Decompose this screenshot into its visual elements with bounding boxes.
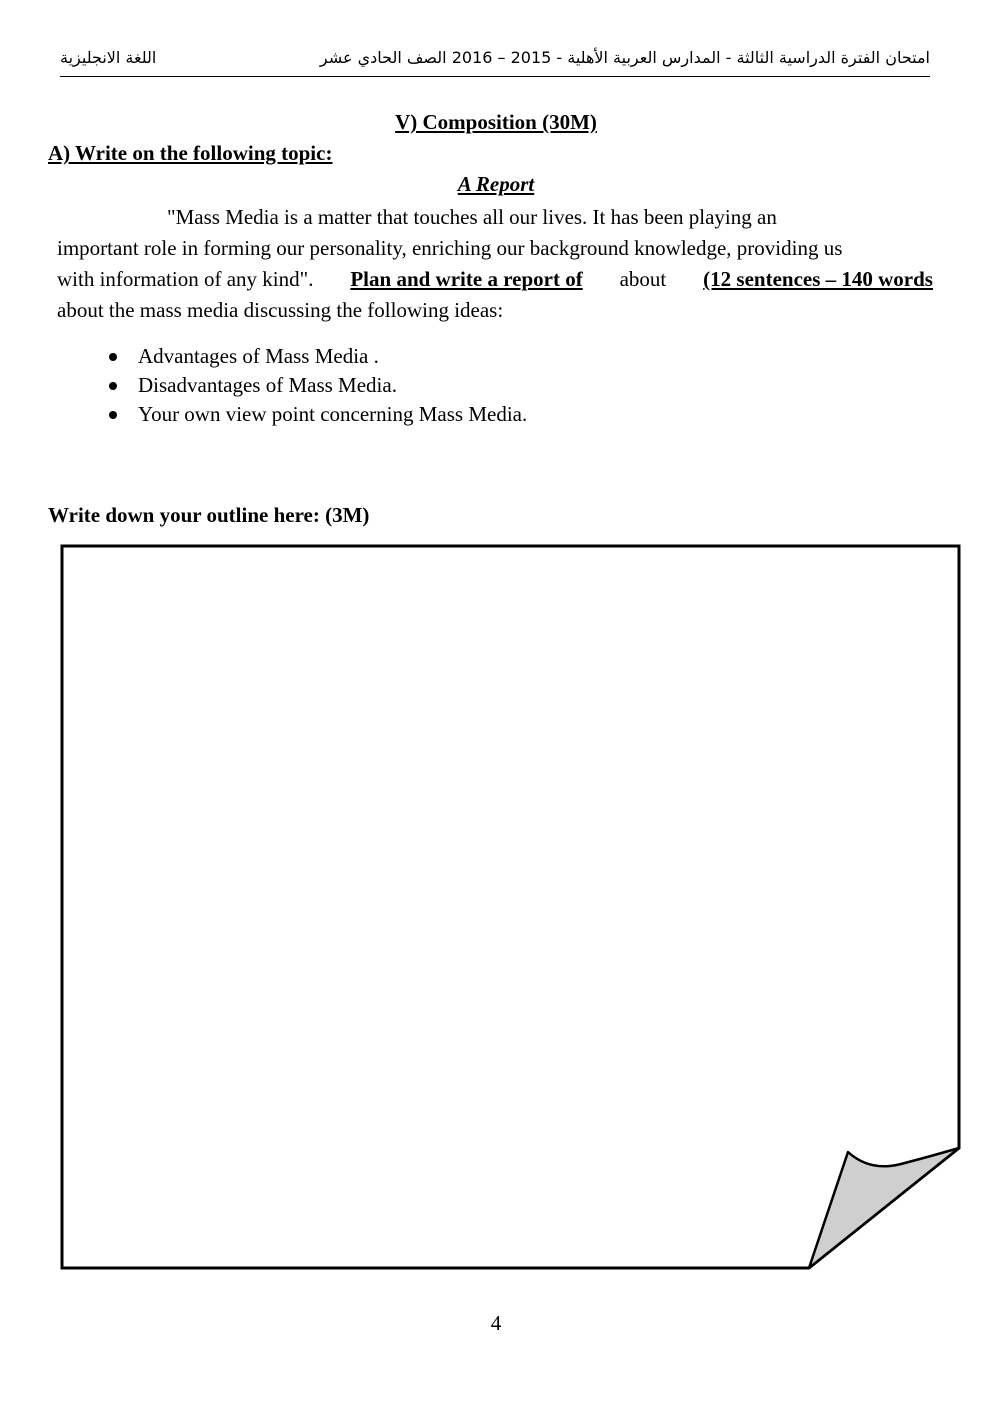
paragraph-line-3-text: with information of any kind". xyxy=(57,267,314,291)
outline-writing-box[interactable] xyxy=(58,542,964,1274)
outline-box-border xyxy=(62,546,959,1268)
exam-info: امتحان الفترة الدراسية الثالثة - المدارس العربية الأهلية - 2015 – 2016 الصف الحادي عشر xyxy=(319,48,930,67)
page-number: 4 xyxy=(490,1311,502,1335)
paragraph-line-1: "Mass Media is a matter that touches all our lives. It has been playing an xyxy=(167,205,777,229)
section-title: V) Composition (30M) xyxy=(395,110,597,134)
idea-item: Your own view point concerning Mass Media. xyxy=(104,400,527,429)
idea-item: Disadvantages of Mass Media. xyxy=(104,371,527,400)
plan-instruction: Plan and write a report of xyxy=(350,267,583,291)
outline-label: Write down your outline here: (3M) xyxy=(48,503,370,527)
paragraph-line-4: about the mass media discussing the following ideas: xyxy=(57,298,504,322)
subject-name: اللغة الانجليزية xyxy=(60,48,157,67)
idea-item: Advantages of Mass Media . xyxy=(104,342,527,371)
report-title: A Report xyxy=(457,172,535,196)
topic-label: A) Write on the following topic: xyxy=(48,141,333,165)
prompt-paragraph xyxy=(57,202,933,326)
page-header xyxy=(60,48,930,77)
about-word: about xyxy=(619,267,667,291)
word-count-requirement: (12 sentences – 140 words xyxy=(703,267,933,291)
paragraph-line-3 xyxy=(57,264,933,295)
ideas-list xyxy=(104,342,527,429)
paragraph-line-2: important role in forming our personality, enriching our background knowledge, providing us xyxy=(57,236,843,260)
